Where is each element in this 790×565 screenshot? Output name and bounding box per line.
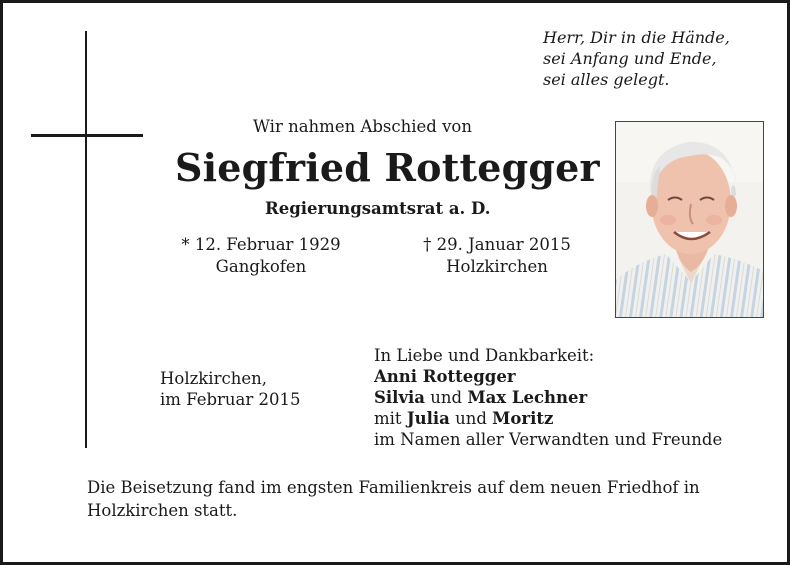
mourner-name: Moritz — [492, 409, 554, 428]
location-date — [160, 368, 301, 410]
bible-verse — [543, 27, 730, 90]
farewell-intro: Wir nahmen Abschied von — [253, 117, 472, 136]
verse-line: sei Anfang und Ende, — [543, 49, 717, 68]
burial-notice: Die Beisetzung fand im engsten Familienkreis auf dem neuen Friedhof in Holzkirchen statt. — [87, 478, 700, 520]
portrait-photo — [615, 121, 764, 318]
death-place: Holzkirchen — [446, 257, 548, 276]
mourner-name: Julia — [406, 409, 450, 428]
location-date-line: im Februar 2015 — [160, 390, 301, 409]
birth-date: * 12. Februar 1929 — [181, 235, 341, 254]
deceased-title: Regierungsamtsrat a. D. — [265, 199, 491, 218]
mourners-closing: im Namen aller Verwandten und Freunde — [374, 430, 723, 449]
deceased-name: Siegfried Rottegger — [175, 145, 600, 190]
verse-line: sei alles gelegt. — [543, 70, 670, 89]
birth-info — [171, 234, 351, 278]
mourners-intro: In Liebe und Dankbarkeit: — [374, 346, 595, 365]
birth-place: Gangkofen — [215, 257, 307, 276]
conjunction: und — [449, 409, 493, 428]
location-line: Holzkirchen, — [160, 369, 267, 388]
mourner-name: Silvia — [374, 388, 425, 407]
mourner-name: Max Lechner — [467, 388, 588, 407]
cross-vertical-bar — [85, 31, 87, 448]
prefix: mit — [374, 409, 407, 428]
death-date: † 29. Januar 2015 — [423, 235, 571, 254]
mourners-block — [374, 345, 722, 450]
verse-line: Herr, Dir in die Hände, — [543, 28, 730, 47]
mourner-name: Anni Rottegger — [374, 367, 516, 386]
cross-horizontal-bar — [31, 134, 143, 137]
mourner-line — [374, 387, 722, 408]
death-info — [407, 234, 587, 278]
mourner-line — [374, 408, 722, 429]
conjunction: und — [425, 388, 468, 407]
